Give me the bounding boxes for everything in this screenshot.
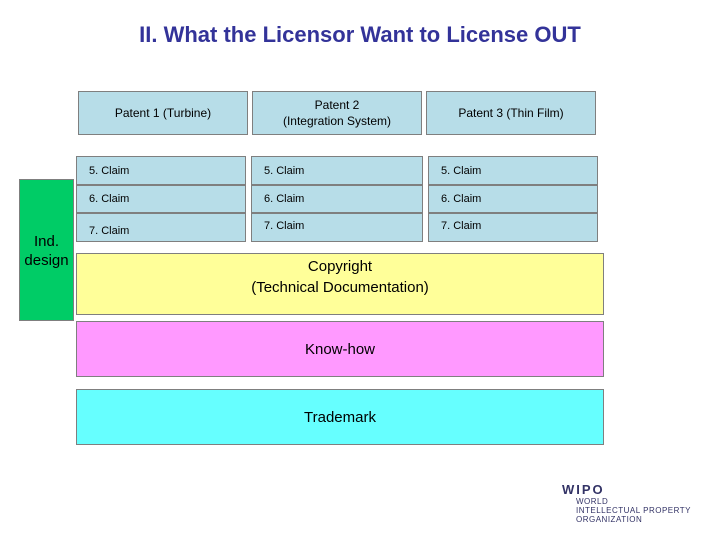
patent-2-label: Patent 2 (Integration System) <box>282 98 392 128</box>
wipo-logo-mark: WIPO <box>562 482 605 497</box>
trademark-box <box>76 389 604 445</box>
trademark-label: Trademark <box>304 408 376 426</box>
claim-3-6: 6. Claim <box>428 185 598 213</box>
wipo-logo <box>562 482 691 524</box>
claim-2-5: 5. Claim <box>251 156 423 185</box>
claim-2-7: 7. Claim <box>251 213 423 242</box>
slide-title: II. What the Licensor Want to License OUT <box>139 22 581 47</box>
wipo-logo-line-2: INTELLECTUAL PROPERTY <box>576 506 691 515</box>
knowhow-box <box>76 321 604 377</box>
ind-design-box <box>19 179 74 321</box>
claim-2-6: 6. Claim <box>251 185 423 213</box>
patent-1-label: Patent 1 (Turbine) <box>114 106 212 120</box>
patent-3-box <box>426 91 596 135</box>
wipo-logo-line-3: ORGANIZATION <box>576 515 643 524</box>
claim-1-6: 6. Claim <box>76 185 246 213</box>
wipo-logo-line-1: WORLD <box>576 497 609 506</box>
claim-3-7: 7. Claim <box>428 213 598 242</box>
patent-1-box <box>78 91 248 135</box>
claim-3-5: 5. Claim <box>428 156 598 185</box>
patent-2-box <box>252 91 422 135</box>
knowhow-label: Know-how <box>304 340 376 358</box>
copyright-label: Copyright (Technical Documentation) <box>251 258 429 296</box>
claim-1-7: 7. Claim <box>76 213 246 242</box>
ind-design-label: Ind. design <box>24 233 69 269</box>
copyright-box <box>76 253 604 315</box>
patent-3-label: Patent 3 (Thin Film) <box>458 106 564 120</box>
claim-1-5: 5. Claim <box>76 156 246 185</box>
